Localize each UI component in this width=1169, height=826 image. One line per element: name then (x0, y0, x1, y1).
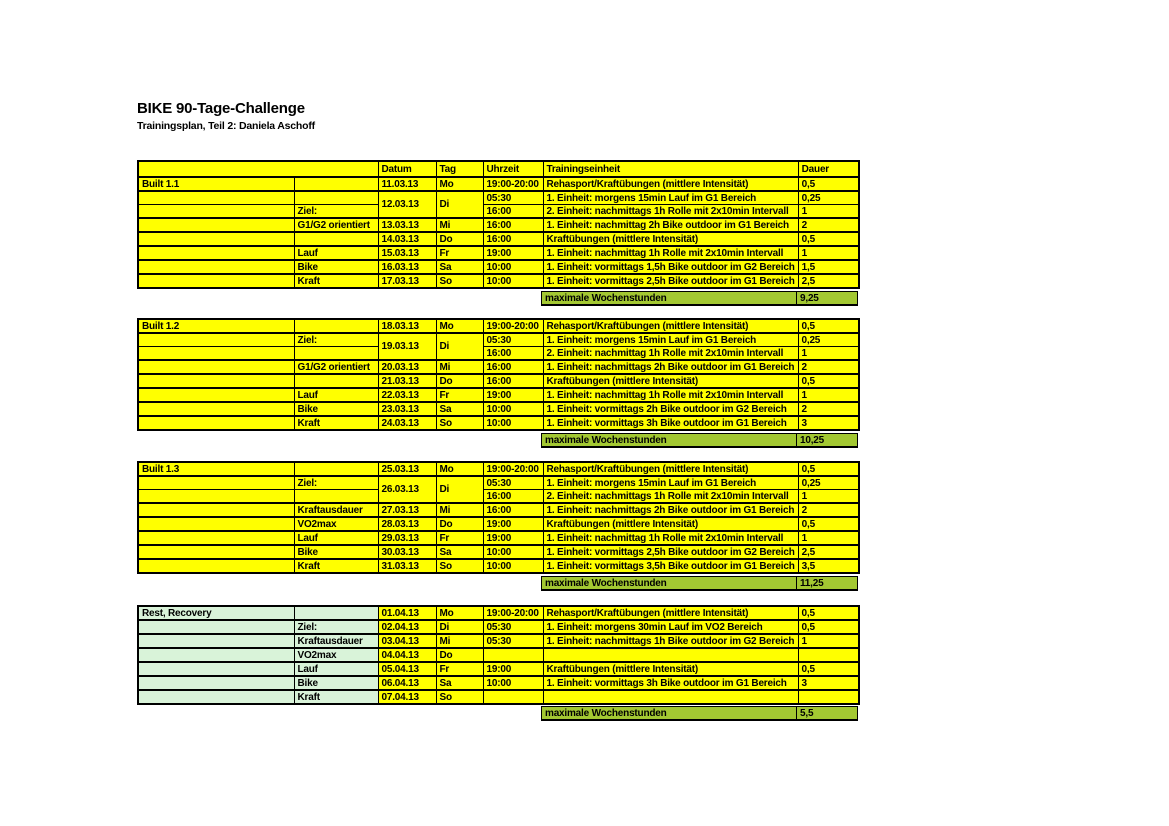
cell-col1 (138, 232, 294, 246)
cell-dauer: 0,5 (798, 517, 859, 531)
cell-dauer: 2 (798, 402, 859, 416)
cell-uhrzeit (483, 690, 543, 704)
cell-col1 (138, 347, 294, 361)
cell-dauer: 1,5 (798, 260, 859, 274)
cell-col2: Ziel: (294, 476, 378, 490)
cell-datum: 25.03.13 (378, 462, 436, 476)
table-row (138, 690, 859, 704)
cell-datum: 13.03.13 (378, 218, 436, 232)
summary-value: 10,25 (797, 434, 858, 448)
cell-dauer: 0,5 (798, 662, 859, 676)
cell-tag: Sa (436, 545, 483, 559)
cell-col2: Ziel: (294, 333, 378, 347)
table-row (138, 374, 859, 388)
cell-einheit: 1. Einheit: vormittags 1,5h Bike outdoor im G2 Bereich (543, 260, 798, 274)
cell-col2 (294, 606, 378, 620)
table-row (138, 191, 859, 205)
page-subtitle: Trainingsplan, Teil 2: Daniela Aschoff (137, 120, 315, 132)
cell-einheit (543, 648, 798, 662)
table-row (138, 462, 859, 476)
cell-dauer: 3,5 (798, 559, 859, 573)
cell-einheit: 1. Einheit: vormittags 3h Bike outdoor im G1 Bereich (543, 416, 798, 430)
cell-col1 (138, 476, 294, 490)
cell-uhrzeit: 19:00 (483, 531, 543, 545)
summary-label: maximale Wochenstunden (542, 292, 797, 306)
cell-col1 (138, 634, 294, 648)
summary-label: maximale Wochenstunden (542, 707, 797, 721)
cell-einheit: 2. Einheit: nachmittags 1h Rolle mit 2x10min Intervall (543, 205, 798, 219)
cell-dauer: 2 (798, 218, 859, 232)
cell-tag: Di (436, 620, 483, 634)
cell-dauer (798, 648, 859, 662)
cell-uhrzeit: 16:00 (483, 490, 543, 504)
cell-col2 (294, 319, 378, 333)
table-row (138, 503, 859, 517)
table-row (138, 634, 859, 648)
cell-datum: 22.03.13 (378, 388, 436, 402)
table-row (138, 333, 859, 347)
cell-tag: Sa (436, 402, 483, 416)
cell-dauer: 2,5 (798, 545, 859, 559)
cell-datum: 29.03.13 (378, 531, 436, 545)
cell-datum: 11.03.13 (378, 177, 436, 191)
table-row (138, 177, 859, 191)
cell-tag: Mi (436, 218, 483, 232)
cell-einheit: 1. Einheit: nachmittags 2h Bike outdoor im G1 Bereich (543, 503, 798, 517)
cell-col1 (138, 503, 294, 517)
cell-datum: 24.03.13 (378, 416, 436, 430)
cell-col1 (138, 662, 294, 676)
cell-col2: Bike (294, 545, 378, 559)
cell-dauer: 3 (798, 676, 859, 690)
cell-dauer: 0,5 (798, 177, 859, 191)
cell-uhrzeit: 10:00 (483, 545, 543, 559)
table-row (138, 416, 859, 430)
cell-tag: Sa (436, 260, 483, 274)
cell-datum: 17.03.13 (378, 274, 436, 288)
cell-col1 (138, 205, 294, 219)
cell-dauer: 1 (798, 490, 859, 504)
cell-einheit: 2. Einheit: nachmittag 1h Rolle mit 2x10min Intervall (543, 347, 798, 361)
table-body-rest-recovery (138, 606, 859, 704)
cell-col2: Kraft (294, 559, 378, 573)
training-table-built-1-1 (137, 160, 860, 289)
cell-col2: Ziel: (294, 620, 378, 634)
cell-tag: So (436, 559, 483, 573)
summary-row-built-1-1 (541, 291, 858, 306)
cell-col2: Lauf (294, 246, 378, 260)
cell-einheit: 1. Einheit: morgens 30min Lauf im VO2 Bereich (543, 620, 798, 634)
table-row (138, 517, 859, 531)
table-row (138, 274, 859, 288)
summary-row-rest-recovery (541, 706, 858, 721)
table-row (138, 347, 859, 361)
cell-dauer: 1 (798, 388, 859, 402)
cell-col2: G1/G2 orientiert (294, 218, 378, 232)
cell-dauer: 0,5 (798, 319, 859, 333)
cell-col2: Lauf (294, 388, 378, 402)
cell-col1 (138, 559, 294, 573)
cell-tag: Mo (436, 319, 483, 333)
cell-tag: Mo (436, 462, 483, 476)
cell-einheit: Rehasport/Kraftübungen (mittlere Intensität) (543, 177, 798, 191)
cell-col2 (294, 177, 378, 191)
training-table-built-1-2 (137, 318, 860, 431)
cell-uhrzeit (483, 648, 543, 662)
header-trainingseinheit: Trainingseinheit (543, 161, 798, 177)
cell-uhrzeit: 05:30 (483, 634, 543, 648)
table-row (138, 232, 859, 246)
cell-uhrzeit: 16:00 (483, 218, 543, 232)
cell-uhrzeit: 16:00 (483, 347, 543, 361)
cell-einheit: Kraftübungen (mittlere Intensität) (543, 662, 798, 676)
cell-dauer: 0,5 (798, 620, 859, 634)
cell-tag: Fr (436, 531, 483, 545)
cell-datum: 19.03.13 (378, 333, 436, 360)
table-row (138, 218, 859, 232)
cell-einheit: Rehasport/Kraftübungen (mittlere Intensität) (543, 319, 798, 333)
cell-einheit: 1. Einheit: vormittags 2,5h Bike outdoor im G2 Bereich (543, 545, 798, 559)
cell-dauer: 2,5 (798, 274, 859, 288)
cell-uhrzeit: 05:30 (483, 191, 543, 205)
cell-uhrzeit: 19:00-20:00 (483, 606, 543, 620)
cell-dauer (798, 690, 859, 704)
cell-datum: 20.03.13 (378, 360, 436, 374)
cell-uhrzeit: 10:00 (483, 274, 543, 288)
table-row (138, 388, 859, 402)
cell-tag: Mo (436, 177, 483, 191)
cell-uhrzeit: 19:00 (483, 388, 543, 402)
cell-uhrzeit: 16:00 (483, 360, 543, 374)
cell-tag: Di (436, 191, 483, 218)
cell-col2 (294, 191, 378, 205)
cell-uhrzeit: 05:30 (483, 333, 543, 347)
table-row (138, 559, 859, 573)
cell-dauer: 0,5 (798, 606, 859, 620)
cell-col1 (138, 218, 294, 232)
table-row (138, 648, 859, 662)
table-row (138, 662, 859, 676)
cell-col2: VO2max (294, 648, 378, 662)
cell-einheit: 2. Einheit: nachmittags 1h Rolle mit 2x10min Intervall (543, 490, 798, 504)
cell-uhrzeit: 05:30 (483, 620, 543, 634)
cell-col1 (138, 676, 294, 690)
table-row (138, 319, 859, 333)
cell-datum: 15.03.13 (378, 246, 436, 260)
cell-datum: 30.03.13 (378, 545, 436, 559)
cell-datum: 03.04.13 (378, 634, 436, 648)
cell-tag: Sa (436, 676, 483, 690)
cell-col1 (138, 690, 294, 704)
cell-dauer: 1 (798, 634, 859, 648)
cell-einheit (543, 690, 798, 704)
cell-dauer: 0,25 (798, 476, 859, 490)
cell-datum: 31.03.13 (378, 559, 436, 573)
summary-row-built-1-3 (541, 576, 858, 591)
cell-col2: Kraftausdauer (294, 503, 378, 517)
cell-uhrzeit: 10:00 (483, 559, 543, 573)
cell-tag: So (436, 416, 483, 430)
summary-label: maximale Wochenstunden (542, 577, 797, 591)
table-row (138, 402, 859, 416)
cell-datum: 01.04.13 (378, 606, 436, 620)
cell-tag: So (436, 690, 483, 704)
cell-dauer: 0,5 (798, 374, 859, 388)
cell-einheit: 1. Einheit: vormittags 2,5h Bike outdoor im G1 Bereich (543, 274, 798, 288)
table-row (138, 476, 859, 490)
cell-col2: Kraft (294, 274, 378, 288)
cell-col1 (138, 517, 294, 531)
cell-col1: Built 1.2 (138, 319, 294, 333)
cell-uhrzeit: 19:00 (483, 246, 543, 260)
cell-dauer: 1 (798, 531, 859, 545)
cell-dauer: 0,25 (798, 191, 859, 205)
cell-dauer: 0,25 (798, 333, 859, 347)
cell-einheit: 1. Einheit: nachmittag 1h Rolle mit 2x10min Intervall (543, 388, 798, 402)
cell-tag: Fr (436, 662, 483, 676)
cell-dauer: 1 (798, 205, 859, 219)
cell-uhrzeit: 19:00 (483, 517, 543, 531)
header-uhrzeit: Uhrzeit (483, 161, 543, 177)
table-row (138, 620, 859, 634)
cell-tag: Fr (436, 388, 483, 402)
cell-col1 (138, 620, 294, 634)
cell-col2: Bike (294, 260, 378, 274)
cell-col1 (138, 274, 294, 288)
cell-col1 (138, 545, 294, 559)
cell-dauer: 1 (798, 347, 859, 361)
cell-datum: 02.04.13 (378, 620, 436, 634)
header-tag: Tag (436, 161, 483, 177)
summary-value: 5,5 (797, 707, 858, 721)
cell-col2 (294, 462, 378, 476)
cell-col1 (138, 360, 294, 374)
cell-tag: Fr (436, 246, 483, 260)
cell-datum: 27.03.13 (378, 503, 436, 517)
cell-einheit: Rehasport/Kraftübungen (mittlere Intensität) (543, 606, 798, 620)
cell-col2: Lauf (294, 662, 378, 676)
cell-uhrzeit: 10:00 (483, 402, 543, 416)
cell-datum: 14.03.13 (378, 232, 436, 246)
cell-dauer: 3 (798, 416, 859, 430)
training-table-built-1-3 (137, 461, 860, 574)
table-body-built-1-2 (138, 319, 859, 430)
cell-col2: Bike (294, 402, 378, 416)
cell-dauer: 2 (798, 503, 859, 517)
cell-col1 (138, 388, 294, 402)
cell-col1: Built 1.1 (138, 177, 294, 191)
table-row (138, 246, 859, 260)
table-row (138, 205, 859, 219)
cell-col2: G1/G2 orientiert (294, 360, 378, 374)
cell-col1 (138, 260, 294, 274)
cell-uhrzeit: 10:00 (483, 416, 543, 430)
cell-tag: Mo (436, 606, 483, 620)
training-table-rest-recovery (137, 605, 860, 705)
cell-einheit: 1. Einheit: nachmittag 1h Rolle mit 2x10min Intervall (543, 246, 798, 260)
cell-einheit: Rehasport/Kraftübungen (mittlere Intensität) (543, 462, 798, 476)
cell-einheit: 1. Einheit: vormittags 3,5h Bike outdoor im G1 Bereich (543, 559, 798, 573)
cell-col2: Bike (294, 676, 378, 690)
cell-tag: Do (436, 374, 483, 388)
cell-einheit: 1. Einheit: morgens 15min Lauf im G1 Bereich (543, 476, 798, 490)
header-dauer: Dauer (798, 161, 859, 177)
cell-col2: VO2max (294, 517, 378, 531)
cell-col1: Built 1.3 (138, 462, 294, 476)
cell-datum: 28.03.13 (378, 517, 436, 531)
cell-col2 (294, 490, 378, 504)
table-body-built-1-1 (138, 177, 859, 288)
cell-datum: 07.04.13 (378, 690, 436, 704)
cell-col2: Kraft (294, 416, 378, 430)
cell-col1 (138, 490, 294, 504)
cell-col1 (138, 402, 294, 416)
cell-col2 (294, 232, 378, 246)
cell-einheit: 1. Einheit: morgens 15min Lauf im G1 Bereich (543, 333, 798, 347)
cell-einheit: 1. Einheit: nachmittags 2h Bike outdoor im G1 Bereich (543, 360, 798, 374)
cell-uhrzeit: 19:00-20:00 (483, 462, 543, 476)
cell-uhrzeit: 10:00 (483, 260, 543, 274)
cell-col1 (138, 416, 294, 430)
cell-col2 (294, 374, 378, 388)
cell-tag: Di (436, 333, 483, 360)
table-row (138, 260, 859, 274)
cell-uhrzeit: 10:00 (483, 676, 543, 690)
summary-label: maximale Wochenstunden (542, 434, 797, 448)
cell-col2 (294, 347, 378, 361)
cell-uhrzeit: 19:00-20:00 (483, 177, 543, 191)
cell-col1 (138, 531, 294, 545)
page-title: BIKE 90-Tage-Challenge (137, 100, 305, 117)
cell-col1 (138, 191, 294, 205)
cell-uhrzeit: 16:00 (483, 205, 543, 219)
cell-tag: Mi (436, 503, 483, 517)
cell-einheit: Kraftübungen (mittlere Intensität) (543, 517, 798, 531)
cell-uhrzeit: 16:00 (483, 232, 543, 246)
summary-row-built-1-2 (541, 433, 858, 448)
cell-einheit: Kraftübungen (mittlere Intensität) (543, 374, 798, 388)
cell-col1 (138, 333, 294, 347)
header-empty-cell (138, 161, 378, 177)
cell-tag: So (436, 274, 483, 288)
cell-col2: Ziel: (294, 205, 378, 219)
table-row (138, 606, 859, 620)
cell-tag: Do (436, 648, 483, 662)
table-row (138, 490, 859, 504)
cell-uhrzeit: 19:00 (483, 662, 543, 676)
cell-col1 (138, 246, 294, 260)
summary-value: 9,25 (797, 292, 858, 306)
cell-dauer: 2 (798, 360, 859, 374)
cell-einheit: 1. Einheit: nachmittag 1h Rolle mit 2x10min Intervall (543, 531, 798, 545)
table-row (138, 531, 859, 545)
cell-tag: Do (436, 517, 483, 531)
table-body-built-1-3 (138, 462, 859, 573)
cell-col2: Kraftausdauer (294, 634, 378, 648)
table-row (138, 360, 859, 374)
summary-value: 11,25 (797, 577, 858, 591)
cell-datum: 05.04.13 (378, 662, 436, 676)
cell-dauer: 1 (798, 246, 859, 260)
cell-datum: 18.03.13 (378, 319, 436, 333)
cell-einheit: 1. Einheit: nachmittags 1h Bike outdoor im G2 Bereich (543, 634, 798, 648)
cell-einheit: 1. Einheit: nachmittag 2h Bike outdoor im G1 Bereich (543, 218, 798, 232)
cell-datum: 21.03.13 (378, 374, 436, 388)
cell-datum: 12.03.13 (378, 191, 436, 218)
cell-uhrzeit: 05:30 (483, 476, 543, 490)
cell-col1 (138, 374, 294, 388)
cell-col2: Kraft (294, 690, 378, 704)
cell-datum: 06.04.13 (378, 676, 436, 690)
cell-datum: 23.03.13 (378, 402, 436, 416)
cell-uhrzeit: 16:00 (483, 374, 543, 388)
cell-uhrzeit: 19:00-20:00 (483, 319, 543, 333)
cell-dauer: 0,5 (798, 462, 859, 476)
column-header-row (138, 161, 859, 177)
cell-tag: Do (436, 232, 483, 246)
cell-einheit: 1. Einheit: vormittags 3h Bike outdoor im G1 Bereich (543, 676, 798, 690)
cell-einheit: 1. Einheit: vormittags 2h Bike outdoor im G2 Bereich (543, 402, 798, 416)
cell-tag: Mi (436, 360, 483, 374)
table-row (138, 676, 859, 690)
cell-einheit: 1. Einheit: morgens 15min Lauf im G1 Bereich (543, 191, 798, 205)
table-row (138, 545, 859, 559)
cell-col1 (138, 648, 294, 662)
cell-col2: Lauf (294, 531, 378, 545)
cell-einheit: Kraftübungen (mittlere Intensität) (543, 232, 798, 246)
cell-tag: Mi (436, 634, 483, 648)
header-datum: Datum (378, 161, 436, 177)
cell-datum: 04.04.13 (378, 648, 436, 662)
cell-uhrzeit: 16:00 (483, 503, 543, 517)
cell-datum: 16.03.13 (378, 260, 436, 274)
cell-col1: Rest, Recovery (138, 606, 294, 620)
cell-tag: Di (436, 476, 483, 503)
cell-dauer: 0,5 (798, 232, 859, 246)
cell-datum: 26.03.13 (378, 476, 436, 503)
